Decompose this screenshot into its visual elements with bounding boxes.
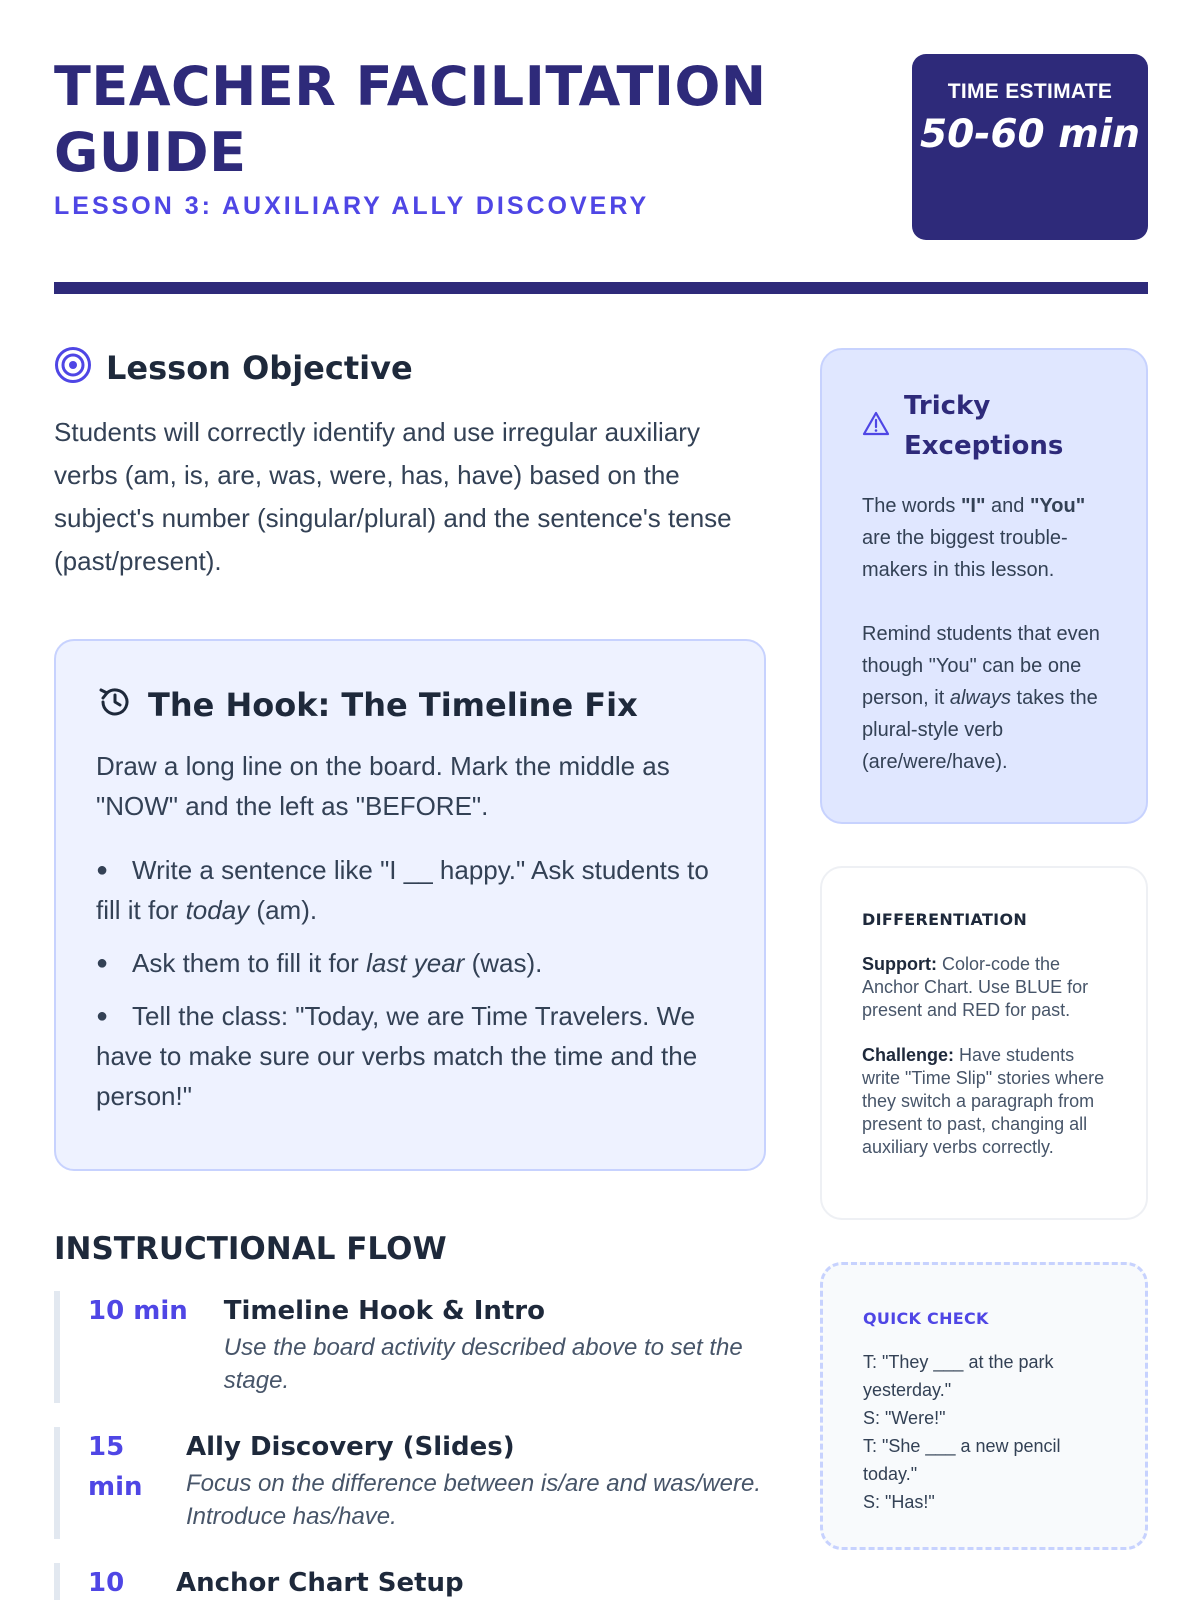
main-column xyxy=(54,346,766,1600)
list-item: ● Ask them to fill it for last year (was). xyxy=(96,948,543,978)
dialogue-line: T: "They ___ at the park yesterday." xyxy=(863,1352,1054,1400)
page-title: TEACHER FACILITATION GUIDE xyxy=(54,55,767,184)
support-text: Support: Color-code the Anchor Chart. Use BLUE for present and RED for past. xyxy=(862,954,1089,1020)
history-clock-icon xyxy=(96,683,134,726)
flow-step xyxy=(54,1291,766,1403)
tricky-exceptions-card xyxy=(820,348,1148,824)
quick-check-card xyxy=(820,1262,1148,1550)
flow-step xyxy=(54,1563,766,1600)
header-divider xyxy=(54,282,1148,294)
list-item: ● Write a sentence like "I __ happy." Ask students to fill it for today (am). xyxy=(96,855,709,925)
flow-step-desc: Use the board activity described above to set the stage. xyxy=(223,1334,743,1394)
differentiation-label: DIFFERENTIATION xyxy=(862,910,1028,929)
tricky-text-1: The words "I" and "You" are the biggest trouble-makers in this lesson. xyxy=(862,495,1086,581)
tricky-header xyxy=(862,386,1108,466)
flow-step-desc: Focus on the difference between is/are and was/were. Introduce has/have. xyxy=(186,1470,761,1530)
tricky-text-2: Remind students that even though "You" can be one person, it always takes the plural-style verb (are/were/have). xyxy=(862,623,1100,773)
flow-step-time: 10 xyxy=(88,1568,125,1598)
warning-triangle-icon xyxy=(862,410,890,443)
differentiation-card xyxy=(820,866,1148,1220)
hook-header xyxy=(96,683,724,726)
dialogue-line: S: "Were!" xyxy=(863,1408,946,1428)
lesson-subtitle: LESSON 3: AUXILIARY ALLY DISCOVERY xyxy=(54,192,650,220)
time-estimate-value: 50-60 min xyxy=(919,112,1141,157)
page-header xyxy=(54,54,1148,221)
tricky-heading: Tricky Exceptions xyxy=(904,391,1064,461)
time-estimate-badge xyxy=(912,54,1148,240)
objective-header xyxy=(54,346,766,389)
challenge-text: Challenge: Have students write "Time Slip" stories where they switch a paragraph from present to past, changing all auxiliary verbs correctly. xyxy=(862,1045,1105,1157)
quick-check-label: QUICK CHECK xyxy=(863,1309,989,1328)
time-estimate-label: TIME ESTIMATE xyxy=(947,80,1113,103)
hook-panel xyxy=(54,639,766,1171)
flow-step-time: 15 min xyxy=(88,1432,143,1502)
objective-heading: Lesson Objective xyxy=(106,348,413,387)
hook-intro: Draw a long line on the board. Mark the middle as "NOW" and the left as "BEFORE". xyxy=(96,751,670,821)
flow-step-name: Timeline Hook & Intro xyxy=(223,1296,545,1326)
dialogue-line: T: "She ___ a new pencil today." xyxy=(863,1436,1061,1484)
hook-steps-list xyxy=(96,850,724,1116)
flow-step-time: 10 min xyxy=(88,1296,188,1326)
objective-text: Students will correctly identify and use irregular auxiliary verbs (am, is, are, was, were, has, have) based on the subject's number (singular/plural) and the sentence's tense (past/present). xyxy=(54,417,732,576)
flow-step xyxy=(54,1427,766,1539)
flow-step-name: Ally Discovery (Slides) xyxy=(186,1432,515,1462)
flow-step-name: Anchor Chart Setup xyxy=(176,1568,464,1598)
quick-check-dialogue xyxy=(863,1348,1107,1516)
dialogue-line: S: "Has!" xyxy=(863,1492,935,1512)
list-item: ● Tell the class: "Today, we are Time Travelers. We have to make sure our verbs match the time and the person!" xyxy=(96,1001,698,1111)
flow-heading: INSTRUCTIONAL FLOW xyxy=(54,1231,447,1267)
hook-heading: The Hook: The Timeline Fix xyxy=(148,685,638,724)
target-icon xyxy=(54,346,92,389)
